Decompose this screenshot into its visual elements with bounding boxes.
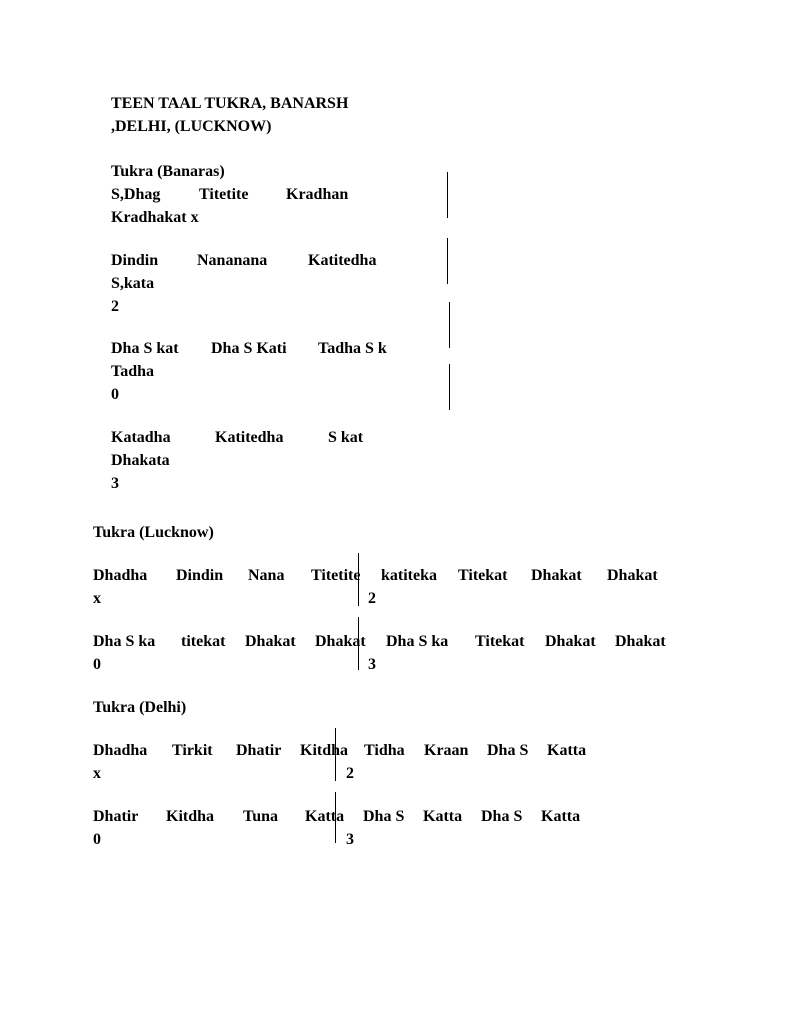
bol-word: Dhadha — [93, 742, 148, 759]
bol-word: Kitdha — [300, 742, 349, 759]
bol-word-wrapped: Kradhakat x — [111, 209, 199, 226]
bol-word: Katta — [547, 742, 587, 759]
vibhag-divider — [335, 792, 336, 843]
bol-word: Katitedha — [308, 252, 377, 269]
bol-word-wrapped: S,kata — [111, 275, 155, 292]
taal-marker: 2 — [346, 765, 354, 782]
bol-word: katiteka — [381, 567, 437, 584]
bol-word: Dha S ka — [93, 633, 156, 650]
bol-word: Dha S — [363, 808, 405, 825]
vibhag-divider — [449, 302, 450, 348]
bol-word: Katta — [541, 808, 581, 825]
taal-marker: x — [93, 765, 101, 782]
taal-marker: 3 — [346, 831, 354, 848]
bol-word: Kitdha — [166, 808, 215, 825]
bol-word: Dhatir — [236, 742, 282, 759]
bol-word: Titekat — [475, 633, 525, 650]
bol-word: Kraan — [424, 742, 469, 759]
taal-marker: x — [93, 590, 101, 607]
bol-word: Nananana — [197, 252, 268, 269]
document-title-line-2: ,DELHI, (LUCKNOW) — [111, 118, 272, 135]
bol-word: Tidha — [364, 742, 405, 759]
bol-word: Katta — [423, 808, 463, 825]
vibhag-divider — [447, 238, 448, 284]
bol-word: Dhakat — [607, 567, 658, 584]
taal-marker: 3 — [111, 475, 119, 492]
vibhag-divider — [358, 617, 359, 670]
bol-word: Titetite — [199, 186, 249, 203]
bol-word: titekat — [181, 633, 226, 650]
bol-word: Tirkit — [172, 742, 213, 759]
vibhag-divider — [335, 728, 336, 781]
bol-word: Titekat — [458, 567, 508, 584]
bol-word: Dindin — [176, 567, 224, 584]
bol-word: Dhakat — [315, 633, 366, 650]
taal-marker: 2 — [111, 298, 119, 315]
taal-marker: 0 — [93, 656, 101, 673]
bol-word: Dindin — [111, 252, 159, 269]
bol-word: Dhadha — [93, 567, 148, 584]
bol-word: Tuna — [243, 808, 278, 825]
vibhag-divider — [358, 553, 359, 606]
bol-word: Dha S kat — [111, 340, 179, 357]
vibhag-divider — [447, 172, 448, 218]
section-heading-delhi: Tukra (Delhi) — [93, 699, 187, 716]
bol-word: Dha S — [487, 742, 529, 759]
bol-word: Dhatir — [93, 808, 139, 825]
bol-word: Dha S ka — [386, 633, 449, 650]
bol-word-wrapped: Tadha — [111, 363, 154, 380]
taal-marker: 2 — [368, 590, 376, 607]
bol-word: Dhakat — [531, 567, 582, 584]
vibhag-divider — [449, 364, 450, 410]
bol-word: S,Dhag — [111, 186, 161, 203]
bol-word-wrapped: Dhakata — [111, 452, 170, 469]
taal-marker: 0 — [111, 386, 119, 403]
bol-word: Nana — [248, 567, 285, 584]
bol-word: Dha S Kati — [211, 340, 287, 357]
bol-word: Dha S — [481, 808, 523, 825]
document-title-line-1: TEEN TAAL TUKRA, BANARSH — [111, 95, 349, 112]
section-heading-lucknow: Tukra (Lucknow) — [93, 524, 214, 541]
bol-word: Dhakat — [245, 633, 296, 650]
bol-word: Katadha — [111, 429, 171, 446]
bol-word: Katitedha — [215, 429, 284, 446]
bol-word: Titetite — [311, 567, 361, 584]
bol-word: Dhakat — [545, 633, 596, 650]
taal-marker: 3 — [368, 656, 376, 673]
section-heading-banaras: Tukra (Banaras) — [111, 163, 225, 180]
bol-word: Tadha S k — [318, 340, 387, 357]
bol-word: Katta — [305, 808, 345, 825]
bol-word: Kradhan — [286, 186, 349, 203]
bol-word: S kat — [328, 429, 364, 446]
taal-marker: 0 — [93, 831, 101, 848]
bol-word: Dhakat — [615, 633, 666, 650]
